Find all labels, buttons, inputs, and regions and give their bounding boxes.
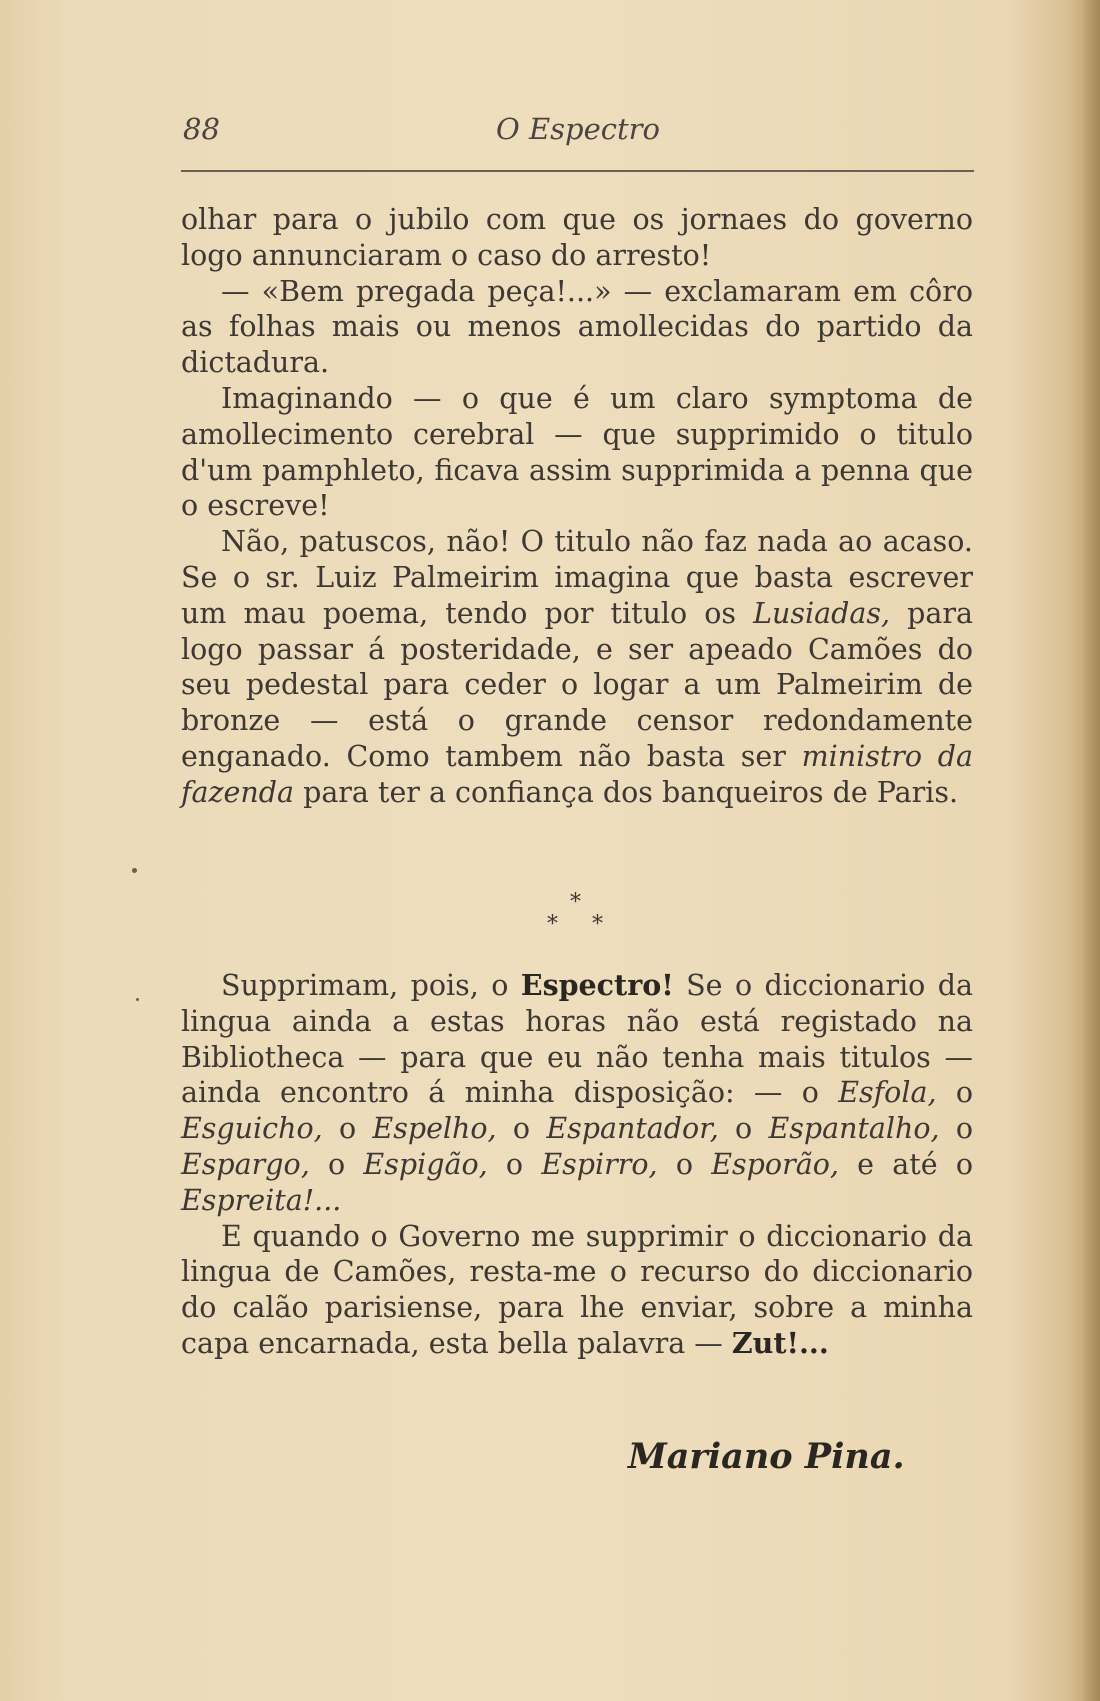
asterism-star: * [570,890,581,915]
italic-text: ministro da fazenda [181,739,973,809]
italic-text: Esguicho, [181,1112,323,1146]
asterism [540,890,620,940]
page-header [183,112,973,154]
italic-text: Espargo, [181,1147,310,1181]
author-signature: Mariano Pina. [628,1436,905,1477]
header-rule [181,170,974,172]
body-text-section-2 [181,968,973,1362]
paragraph [181,1219,973,1362]
text-run: olhar para o jubilo com que os jornaes do governo logo annunciaram o caso do arresto! [181,203,973,272]
paragraph [181,274,973,381]
text-run: o [939,1112,974,1146]
paragraph [181,524,973,810]
text-run: o [496,1112,547,1146]
text-run: o [322,1112,373,1146]
paragraph [181,968,973,1219]
italic-text: Esporão, [711,1147,839,1181]
body-text-section-1 [181,202,973,811]
text-run: para logo passar á posteridade, e ser apeado Camões do seu pedestal para ceder o logar a um Palmeirim de bronze — está o grande censor redondamente enganado. Como tambem não basta ser [181,596,973,773]
text-run: Supprimam, pois, o [221,969,521,1002]
italic-text: Esfola, [838,1076,937,1110]
italic-text: Lusiadas, [753,596,891,630]
text-run: Não, patuscos, não! O titulo não faz nada ao acaso. Se o sr. Luiz Palmeirim imagina que basta escrever um mau poema, tendo por titulo os [181,525,973,630]
page-edge-shadow [1082,0,1100,1701]
bold-text: Zut!... [731,1325,829,1360]
italic-text: Espelho, [372,1112,497,1146]
italic-text: Espirro, [541,1147,658,1181]
paper-speck [132,868,137,873]
paragraph [181,381,973,524]
text-run: e até o [838,1147,973,1181]
running-head: O Espectro [496,112,660,146]
page-number: 88 [183,112,220,146]
text-run: o [936,1076,973,1110]
text-run: Se o diccionario da lingua ainda a estas horas não está registado na Bibliotheca — para que eu não tenha mais titulos — ainda encontro á minha disposição: — o [181,969,974,1110]
italic-text: Espreita!... [181,1183,342,1217]
text-run: Imaginando — o que é um claro symptoma de amollecimento cerebral — que supprimido o titulo d'um pamphleto, ficava assim supprimida a penna que o escreve! [181,381,973,523]
italic-text: Espantador, [546,1112,719,1146]
text-run: o [487,1147,542,1181]
text-run: — «Bem pregada peça!...» — exclamaram em côro as folhas mais ou menos amollecidas do partido da dictadura. [181,274,973,380]
paper-speck [136,998,139,1001]
paragraph [181,202,973,274]
text-run: o [657,1147,712,1181]
text-run: para ter a confiança dos banqueiros de Paris. [294,775,959,809]
text-run: o [309,1147,364,1181]
text-run: o [718,1112,769,1146]
italic-text: Espigão, [363,1147,488,1181]
bold-text: Espectro! [520,968,674,1002]
asterism-star: * [592,912,603,937]
text-run: E quando o Governo me supprimir o diccionario da lingua de Camões, resta-me o recurso do diccionario do calão parisiense, para lhe enviar, sobre a minha capa encarnada, esta bella palavra — [181,1219,973,1360]
asterism-star: * [547,912,558,937]
italic-text: Espantalho, [768,1112,940,1146]
